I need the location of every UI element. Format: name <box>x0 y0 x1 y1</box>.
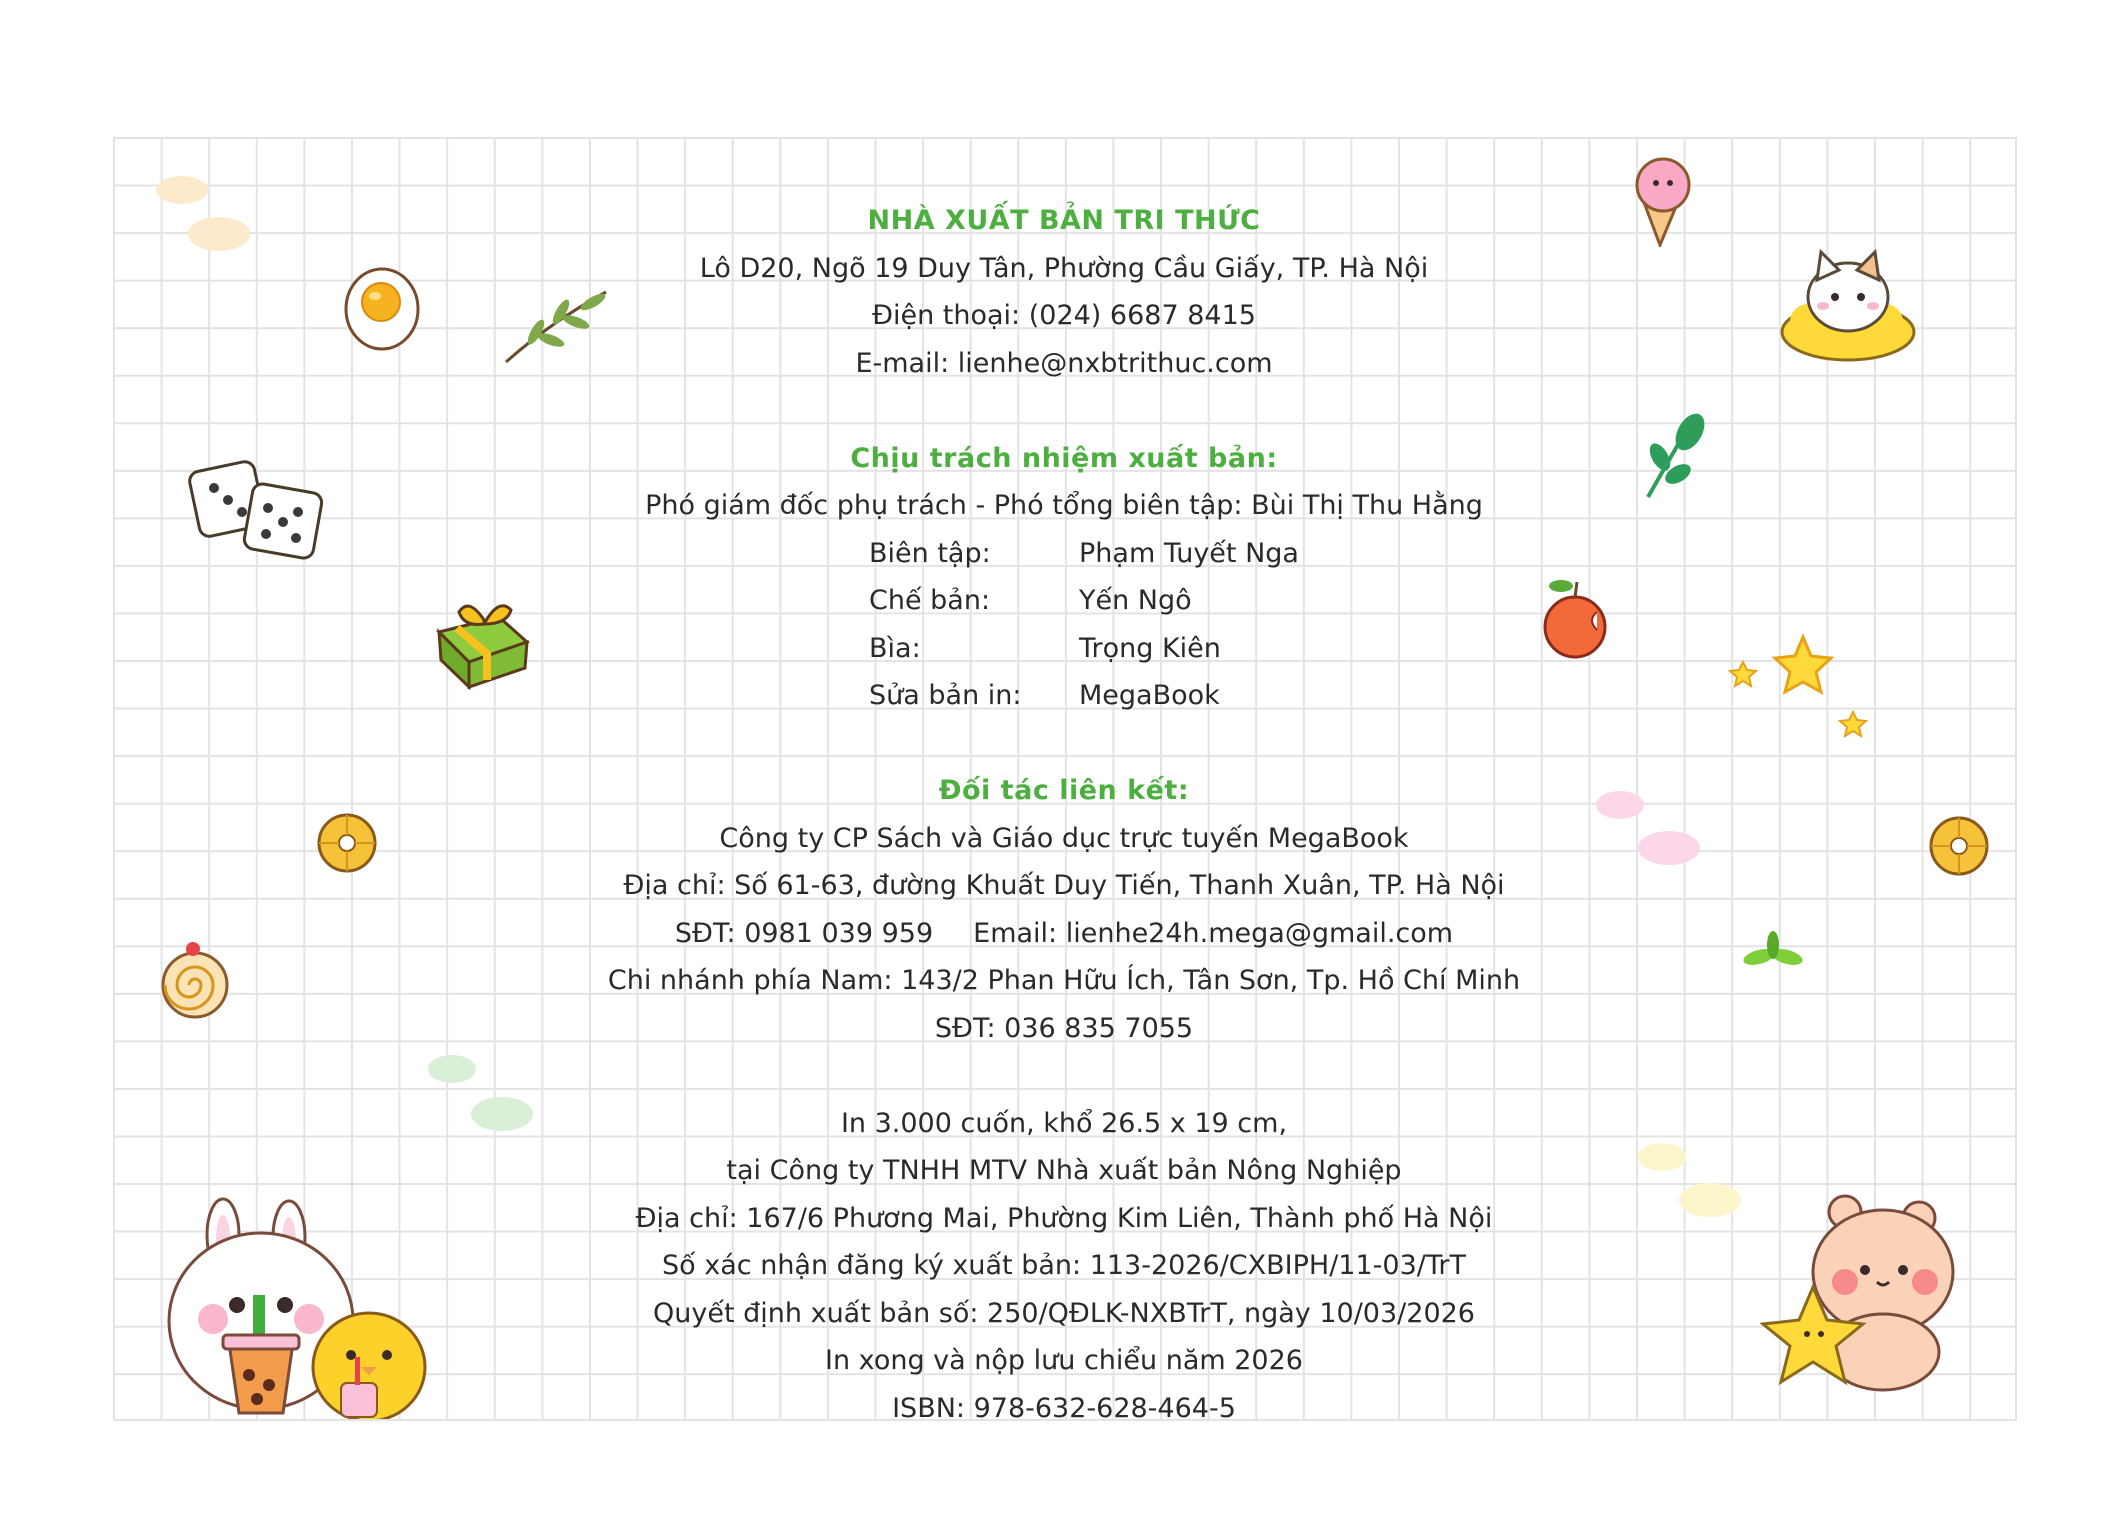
responsible-heading: Chịu trách nhiệm xuất bản: <box>850 442 1278 474</box>
printer-name: tại Công ty TNHH MTV Nhà xuất bản Nông Nghiệp <box>726 1155 1402 1186</box>
legal-deposit: In xong và nộp lưu chiểu năm 2026 <box>825 1345 1303 1376</box>
publisher-name: NHÀ XUẤT BẢN TRI THỨC <box>867 205 1261 236</box>
publisher-phone: Điện thoại: (024) 6687 8415 <box>872 300 1256 331</box>
credit-role: Sửa bản in: <box>869 680 1022 711</box>
partner-heading: Đối tác liên kết: <box>938 775 1190 806</box>
partner-branch: Chi nhánh phía Nam: 143/2 Phan Hữu Ích, Tân Sơn, Tp. Hồ Chí Minh <box>607 965 1521 996</box>
publisher-email: E-mail: lienhe@nxbtrithuc.com <box>855 347 1273 379</box>
credit-role: Bìa: <box>869 632 921 664</box>
partner-branch-phone: SĐT: 036 835 7055 <box>934 1012 1194 1044</box>
registration-number: Số xác nhận đăng ký xuất bản: 113-2026/CXBIPH/11-03/TrT <box>662 1250 1466 1281</box>
partner-company: Công ty CP Sách và Giáo dục trực tuyến MegaBook <box>719 822 1409 854</box>
credit-name: Yến Ngô <box>1079 585 1192 616</box>
print-run: In 3.000 cuốn, khổ 26.5 x 19 cm, <box>840 1107 1288 1139</box>
credit-name: Phạm Tuyết Nga <box>1079 537 1299 569</box>
isbn: ISBN: 978-632-628-464-5 <box>892 1392 1236 1421</box>
credit-role: Chế bản: <box>869 585 991 616</box>
credit-name: Trọng Kiên <box>1079 632 1221 664</box>
credit-row <box>113 577 2015 625</box>
publishing-decision: Quyết định xuất bản số: 250/QĐLK-NXBTrT, ngày 10/03/2026 <box>653 1297 1475 1329</box>
credit-row <box>113 625 2015 673</box>
colophon-content <box>113 197 2015 1421</box>
colophon-page <box>113 137 2017 1421</box>
publisher-address: Lô D20, Ngõ 19 Duy Tân, Phường Cầu Giấy, TP. Hà Nội <box>699 252 1429 284</box>
partner-address: Địa chỉ: Số 61-63, đường Khuất Duy Tiến, Thanh Xuân, TP. Hà Nội <box>623 870 1505 901</box>
credit-row <box>113 530 2015 578</box>
printer-address: Địa chỉ: 167/6 Phương Mai, Phường Kim Liên, Thành phố Hà Nội <box>635 1202 1493 1234</box>
partner-contact <box>113 910 2015 958</box>
partner-email: Email: lienhe24h.mega@gmail.com <box>973 917 1454 949</box>
responsible-director: Phó giám đốc phụ trách - Phó tổng biên tập: Bùi Thị Thu Hằng <box>645 490 1483 521</box>
credit-role: Biên tập: <box>869 537 991 569</box>
credit-row <box>113 672 2015 720</box>
partner-phone: SĐT: 0981 039 959 <box>674 917 934 949</box>
credit-name: MegaBook <box>1079 680 1220 711</box>
